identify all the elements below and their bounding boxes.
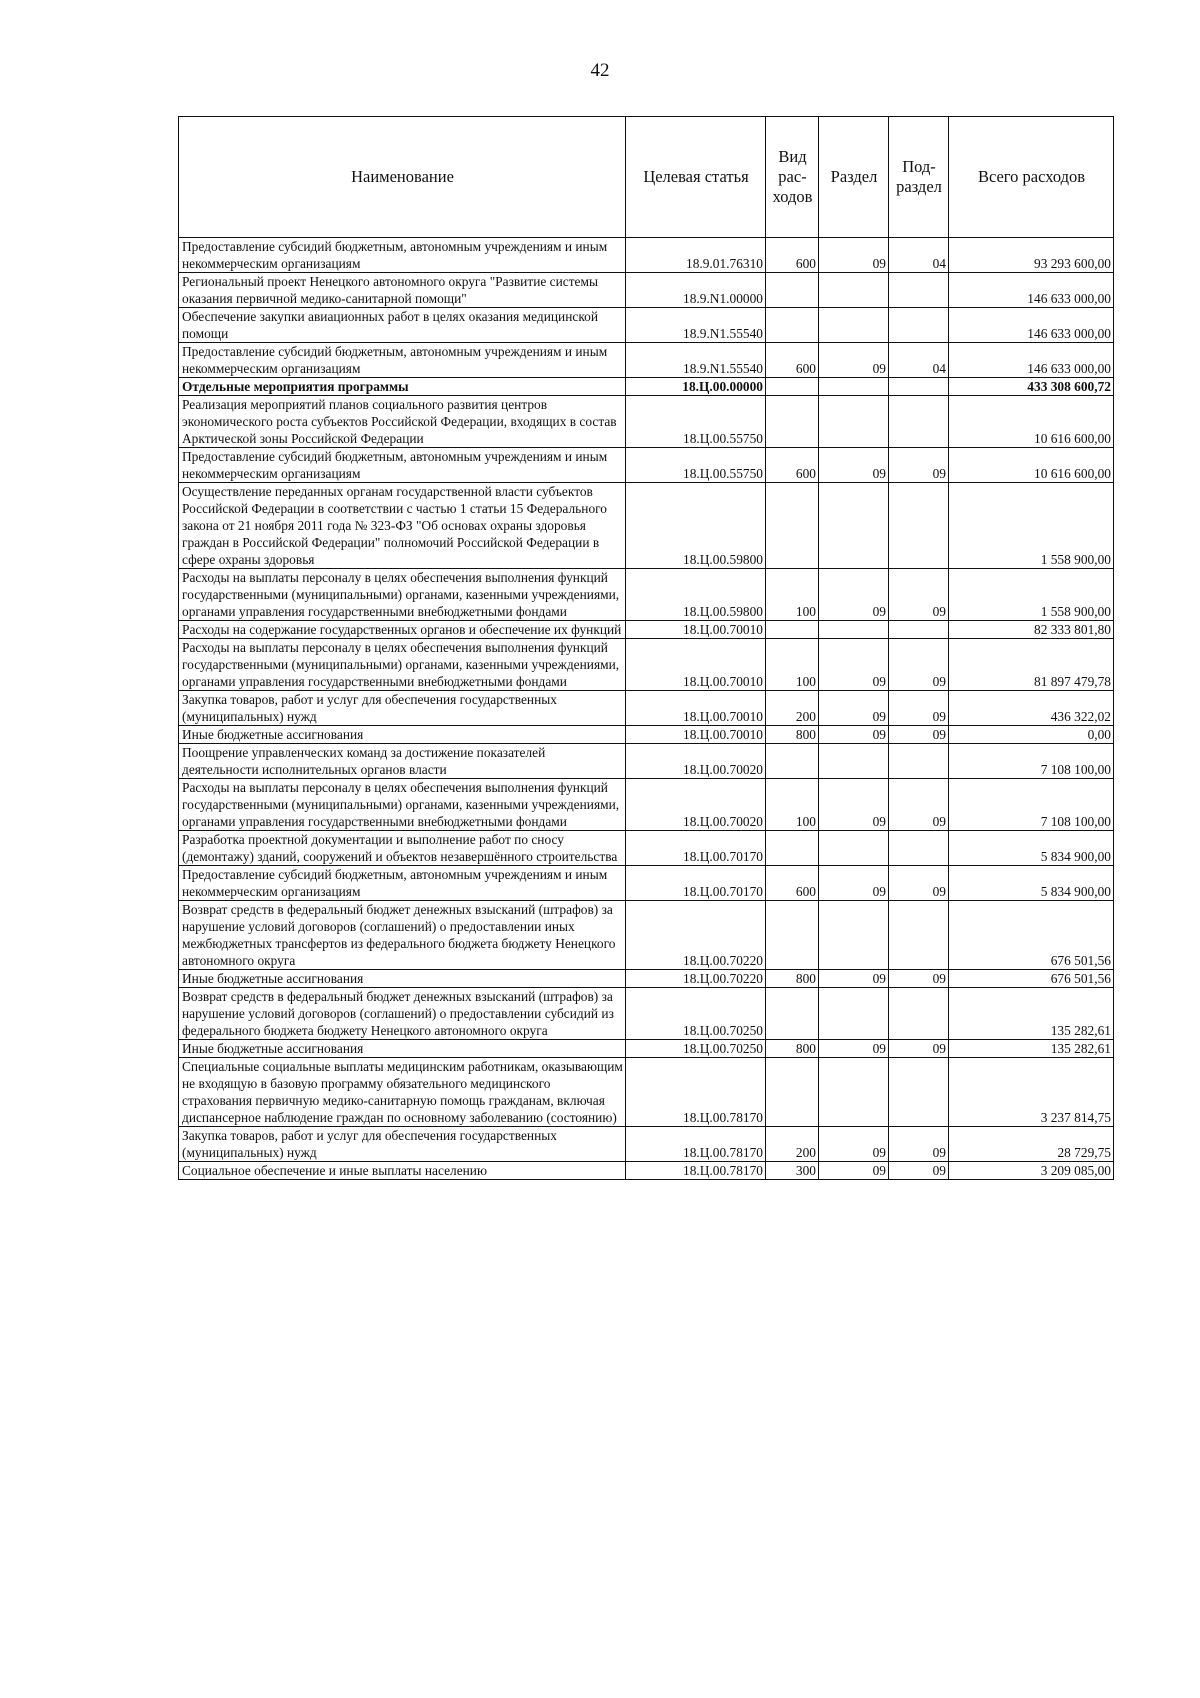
table-row	[179, 308, 1114, 343]
table-row	[179, 831, 1114, 866]
row-section-cell: 09	[819, 1040, 889, 1058]
row-subsection-cell	[889, 988, 949, 1040]
row-subsection-cell	[889, 831, 949, 866]
row-target-article-cell: 18.Ц.00.70020	[626, 744, 766, 779]
row-total-cell: 3 237 814,75	[949, 1058, 1114, 1127]
row-expense-type-cell: 600	[766, 343, 819, 378]
row-target-article-cell: 18.9.N1.55540	[626, 308, 766, 343]
table-row	[179, 273, 1114, 308]
table-row	[179, 744, 1114, 779]
row-name-cell: Разработка проектной документации и выполнение работ по сносу (демонтажу) зданий, сооружений и объектов незавершённого строительства	[179, 831, 626, 866]
table-row	[179, 343, 1114, 378]
row-name-cell: Предоставление субсидий бюджетным, автономным учреждениям и иным некоммерческим организациям	[179, 866, 626, 901]
row-subsection-cell	[889, 308, 949, 343]
row-expense-type-cell	[766, 308, 819, 343]
row-total-cell: 146 633 000,00	[949, 343, 1114, 378]
row-name-cell: Осуществление переданных органам государственной власти субъектов Российской Федерации в соответствии с частью 1 статьи 15 Федерального закона от 21 ноября 2011 года № 323-ФЗ "Об основах охраны здоровья граждан в Российской Федерации" полномочий Российской Федерации в сфере охраны здоровья	[179, 483, 626, 569]
row-target-article-cell: 18.9.N1.00000	[626, 273, 766, 308]
row-target-article-cell: 18.Ц.00.59800	[626, 569, 766, 621]
table-row	[179, 448, 1114, 483]
table-row	[179, 378, 1114, 396]
row-section-cell: 09	[819, 343, 889, 378]
table-row	[179, 639, 1114, 691]
table-header-row	[179, 117, 1114, 238]
row-name-cell: Социальное обеспечение и иные выплаты населению	[179, 1162, 626, 1180]
row-name-cell: Расходы на выплаты персоналу в целях обеспечения выполнения функций государственными (муниципальными) органами, казенными учреждениями, органами управления государственными внебюджетными фондами	[179, 569, 626, 621]
header-target-article: Целевая статья	[626, 117, 766, 238]
row-expense-type-cell: 800	[766, 1040, 819, 1058]
row-subsection-cell: 09	[889, 569, 949, 621]
row-section-cell	[819, 308, 889, 343]
row-expense-type-cell	[766, 621, 819, 639]
row-subsection-cell: 09	[889, 779, 949, 831]
row-name-cell: Закупка товаров, работ и услуг для обеспечения государственных (муниципальных) нужд	[179, 691, 626, 726]
row-expense-type-cell	[766, 483, 819, 569]
row-section-cell	[819, 378, 889, 396]
row-total-cell: 146 633 000,00	[949, 308, 1114, 343]
row-expense-type-cell: 300	[766, 1162, 819, 1180]
row-name-cell: Возврат средств в федеральный бюджет денежных взысканий (штрафов) за нарушение условий договоров (соглашений) о предоставлении субсидий из федерального бюджета бюджету Ненецкого автономного округа	[179, 988, 626, 1040]
row-total-cell: 1 558 900,00	[949, 569, 1114, 621]
row-total-cell: 135 282,61	[949, 1040, 1114, 1058]
row-subsection-cell: 09	[889, 691, 949, 726]
row-expense-type-cell	[766, 1058, 819, 1127]
header-name: Наименование	[179, 117, 626, 238]
row-expense-type-cell: 200	[766, 691, 819, 726]
table-row	[179, 970, 1114, 988]
row-expense-type-cell	[766, 378, 819, 396]
row-subsection-cell: 09	[889, 1127, 949, 1162]
row-name-cell: Расходы на выплаты персоналу в целях обеспечения выполнения функций государственными (муниципальными) органами, казенными учреждениями, органами управления государственными внебюджетными фондами	[179, 639, 626, 691]
row-target-article-cell: 18.9.N1.55540	[626, 343, 766, 378]
row-target-article-cell: 18.Ц.00.00000	[626, 378, 766, 396]
row-subsection-cell	[889, 621, 949, 639]
header-total-expenses: Всего расходов	[949, 117, 1114, 238]
row-subsection-cell: 09	[889, 866, 949, 901]
row-expense-type-cell	[766, 273, 819, 308]
table-row	[179, 901, 1114, 970]
row-name-cell: Иные бюджетные ассигнования	[179, 1040, 626, 1058]
row-total-cell: 5 834 900,00	[949, 866, 1114, 901]
row-total-cell: 436 322,02	[949, 691, 1114, 726]
row-section-cell: 09	[819, 448, 889, 483]
row-name-cell: Расходы на содержание государственных органов и обеспечение их функций	[179, 621, 626, 639]
row-section-cell: 09	[819, 726, 889, 744]
row-total-cell: 676 501,56	[949, 970, 1114, 988]
row-total-cell: 7 108 100,00	[949, 744, 1114, 779]
table-row	[179, 396, 1114, 448]
row-expense-type-cell	[766, 988, 819, 1040]
row-target-article-cell: 18.Ц.00.70220	[626, 901, 766, 970]
row-total-cell: 28 729,75	[949, 1127, 1114, 1162]
row-target-article-cell: 18.Ц.00.70170	[626, 866, 766, 901]
row-target-article-cell: 18.Ц.00.78170	[626, 1162, 766, 1180]
row-expense-type-cell	[766, 744, 819, 779]
row-section-cell: 09	[819, 970, 889, 988]
table-row	[179, 866, 1114, 901]
budget-table	[178, 116, 1114, 1180]
row-section-cell	[819, 1058, 889, 1127]
row-subsection-cell	[889, 1058, 949, 1127]
row-total-cell: 433 308 600,72	[949, 378, 1114, 396]
row-name-cell: Региональный проект Ненецкого автономного округа "Развитие системы оказания первичной медико-санитарной помощи"	[179, 273, 626, 308]
table-row	[179, 1162, 1114, 1180]
row-expense-type-cell: 600	[766, 238, 819, 273]
row-section-cell: 09	[819, 866, 889, 901]
header-section: Раздел	[819, 117, 889, 238]
row-total-cell: 7 108 100,00	[949, 779, 1114, 831]
row-expense-type-cell: 200	[766, 1127, 819, 1162]
row-name-cell: Обеспечение закупки авиационных работ в целях оказания медицинской помощи	[179, 308, 626, 343]
row-expense-type-cell	[766, 901, 819, 970]
row-expense-type-cell	[766, 831, 819, 866]
row-target-article-cell: 18.Ц.00.70170	[626, 831, 766, 866]
row-name-cell: Отдельные мероприятия программы	[179, 378, 626, 396]
row-expense-type-cell	[766, 396, 819, 448]
row-total-cell: 135 282,61	[949, 988, 1114, 1040]
row-expense-type-cell: 600	[766, 448, 819, 483]
row-subsection-cell: 04	[889, 343, 949, 378]
row-target-article-cell: 18.Ц.00.70010	[626, 726, 766, 744]
row-expense-type-cell: 100	[766, 779, 819, 831]
row-name-cell: Предоставление субсидий бюджетным, автономным учреждениям и иным некоммерческим организациям	[179, 448, 626, 483]
row-section-cell: 09	[819, 569, 889, 621]
row-name-cell: Расходы на выплаты персоналу в целях обеспечения выполнения функций государственными (муниципальными) органами, казенными учреждениями, органами управления государственными внебюджетными фондами	[179, 779, 626, 831]
row-name-cell: Поощрение управленческих команд за достижение показателей деятельности исполнительных органов власти	[179, 744, 626, 779]
row-subsection-cell: 09	[889, 639, 949, 691]
row-section-cell	[819, 483, 889, 569]
row-total-cell: 93 293 600,00	[949, 238, 1114, 273]
row-subsection-cell	[889, 396, 949, 448]
row-total-cell: 1 558 900,00	[949, 483, 1114, 569]
row-total-cell: 10 616 600,00	[949, 396, 1114, 448]
row-name-cell: Предоставление субсидий бюджетным, автономным учреждениям и иным некоммерческим организациям	[179, 238, 626, 273]
row-target-article-cell: 18.Ц.00.70250	[626, 988, 766, 1040]
row-section-cell: 09	[819, 1127, 889, 1162]
row-subsection-cell	[889, 273, 949, 308]
table-row	[179, 569, 1114, 621]
row-subsection-cell: 09	[889, 726, 949, 744]
row-expense-type-cell: 800	[766, 726, 819, 744]
row-name-cell: Иные бюджетные ассигнования	[179, 726, 626, 744]
table-row	[179, 691, 1114, 726]
row-section-cell	[819, 273, 889, 308]
row-section-cell	[819, 396, 889, 448]
row-subsection-cell	[889, 483, 949, 569]
row-subsection-cell	[889, 378, 949, 396]
row-total-cell: 0,00	[949, 726, 1114, 744]
row-section-cell	[819, 744, 889, 779]
row-expense-type-cell: 100	[766, 569, 819, 621]
row-total-cell: 82 333 801,80	[949, 621, 1114, 639]
row-total-cell: 146 633 000,00	[949, 273, 1114, 308]
row-name-cell: Предоставление субсидий бюджетным, автономным учреждениям и иным некоммерческим организациям	[179, 343, 626, 378]
row-target-article-cell: 18.Ц.00.70250	[626, 1040, 766, 1058]
table-row	[179, 1040, 1114, 1058]
header-subsection: Под-раздел	[889, 117, 949, 238]
row-name-cell: Реализация мероприятий планов социального развития центров экономического роста субъектов Российской Федерации, входящих в состав Арктической зоны Российской Федерации	[179, 396, 626, 448]
row-target-article-cell: 18.Ц.00.70010	[626, 691, 766, 726]
row-section-cell: 09	[819, 779, 889, 831]
row-target-article-cell: 18.Ц.00.55750	[626, 396, 766, 448]
table-row	[179, 1058, 1114, 1127]
table-row	[179, 779, 1114, 831]
row-expense-type-cell: 100	[766, 639, 819, 691]
row-subsection-cell	[889, 744, 949, 779]
row-total-cell: 10 616 600,00	[949, 448, 1114, 483]
row-section-cell: 09	[819, 691, 889, 726]
row-section-cell	[819, 988, 889, 1040]
page-number: 42	[590, 60, 610, 81]
row-section-cell: 09	[819, 238, 889, 273]
table-row	[179, 988, 1114, 1040]
row-target-article-cell: 18.Ц.00.55750	[626, 448, 766, 483]
row-target-article-cell: 18.Ц.00.78170	[626, 1127, 766, 1162]
row-target-article-cell: 18.9.01.76310	[626, 238, 766, 273]
row-target-article-cell: 18.Ц.00.70020	[626, 779, 766, 831]
table-body	[179, 238, 1114, 1180]
row-section-cell	[819, 831, 889, 866]
row-section-cell	[819, 901, 889, 970]
table-row	[179, 483, 1114, 569]
table-row	[179, 1127, 1114, 1162]
table-row	[179, 238, 1114, 273]
row-target-article-cell: 18.Ц.00.70220	[626, 970, 766, 988]
row-target-article-cell: 18.Ц.00.70010	[626, 639, 766, 691]
row-total-cell: 676 501,56	[949, 901, 1114, 970]
row-total-cell: 5 834 900,00	[949, 831, 1114, 866]
row-subsection-cell: 09	[889, 970, 949, 988]
row-section-cell: 09	[819, 1162, 889, 1180]
row-name-cell: Специальные социальные выплаты медицинским работникам, оказывающим не входящую в базовую программу обязательного медицинского страхования первичную медико-санитарную помощь гражданам, включая диспансерное наблюдение граждан по основному заболеванию (состоянию)	[179, 1058, 626, 1127]
table-row	[179, 726, 1114, 744]
header-expense-type: Вид рас-ходов	[766, 117, 819, 238]
row-target-article-cell: 18.Ц.00.78170	[626, 1058, 766, 1127]
row-total-cell: 81 897 479,78	[949, 639, 1114, 691]
row-subsection-cell: 09	[889, 1162, 949, 1180]
row-section-cell	[819, 621, 889, 639]
row-name-cell: Возврат средств в федеральный бюджет денежных взысканий (штрафов) за нарушение условий договоров (соглашений) о предоставлении иных межбюджетных трансфертов из федерального бюджета бюджету Ненецкого автономного округа	[179, 901, 626, 970]
row-subsection-cell: 04	[889, 238, 949, 273]
row-subsection-cell: 09	[889, 448, 949, 483]
table-row	[179, 621, 1114, 639]
row-name-cell: Закупка товаров, работ и услуг для обеспечения государственных (муниципальных) нужд	[179, 1127, 626, 1162]
row-target-article-cell: 18.Ц.00.59800	[626, 483, 766, 569]
row-name-cell: Иные бюджетные ассигнования	[179, 970, 626, 988]
row-total-cell: 3 209 085,00	[949, 1162, 1114, 1180]
row-expense-type-cell: 600	[766, 866, 819, 901]
row-subsection-cell	[889, 901, 949, 970]
row-expense-type-cell: 800	[766, 970, 819, 988]
row-section-cell: 09	[819, 639, 889, 691]
row-target-article-cell: 18.Ц.00.70010	[626, 621, 766, 639]
row-subsection-cell: 09	[889, 1040, 949, 1058]
